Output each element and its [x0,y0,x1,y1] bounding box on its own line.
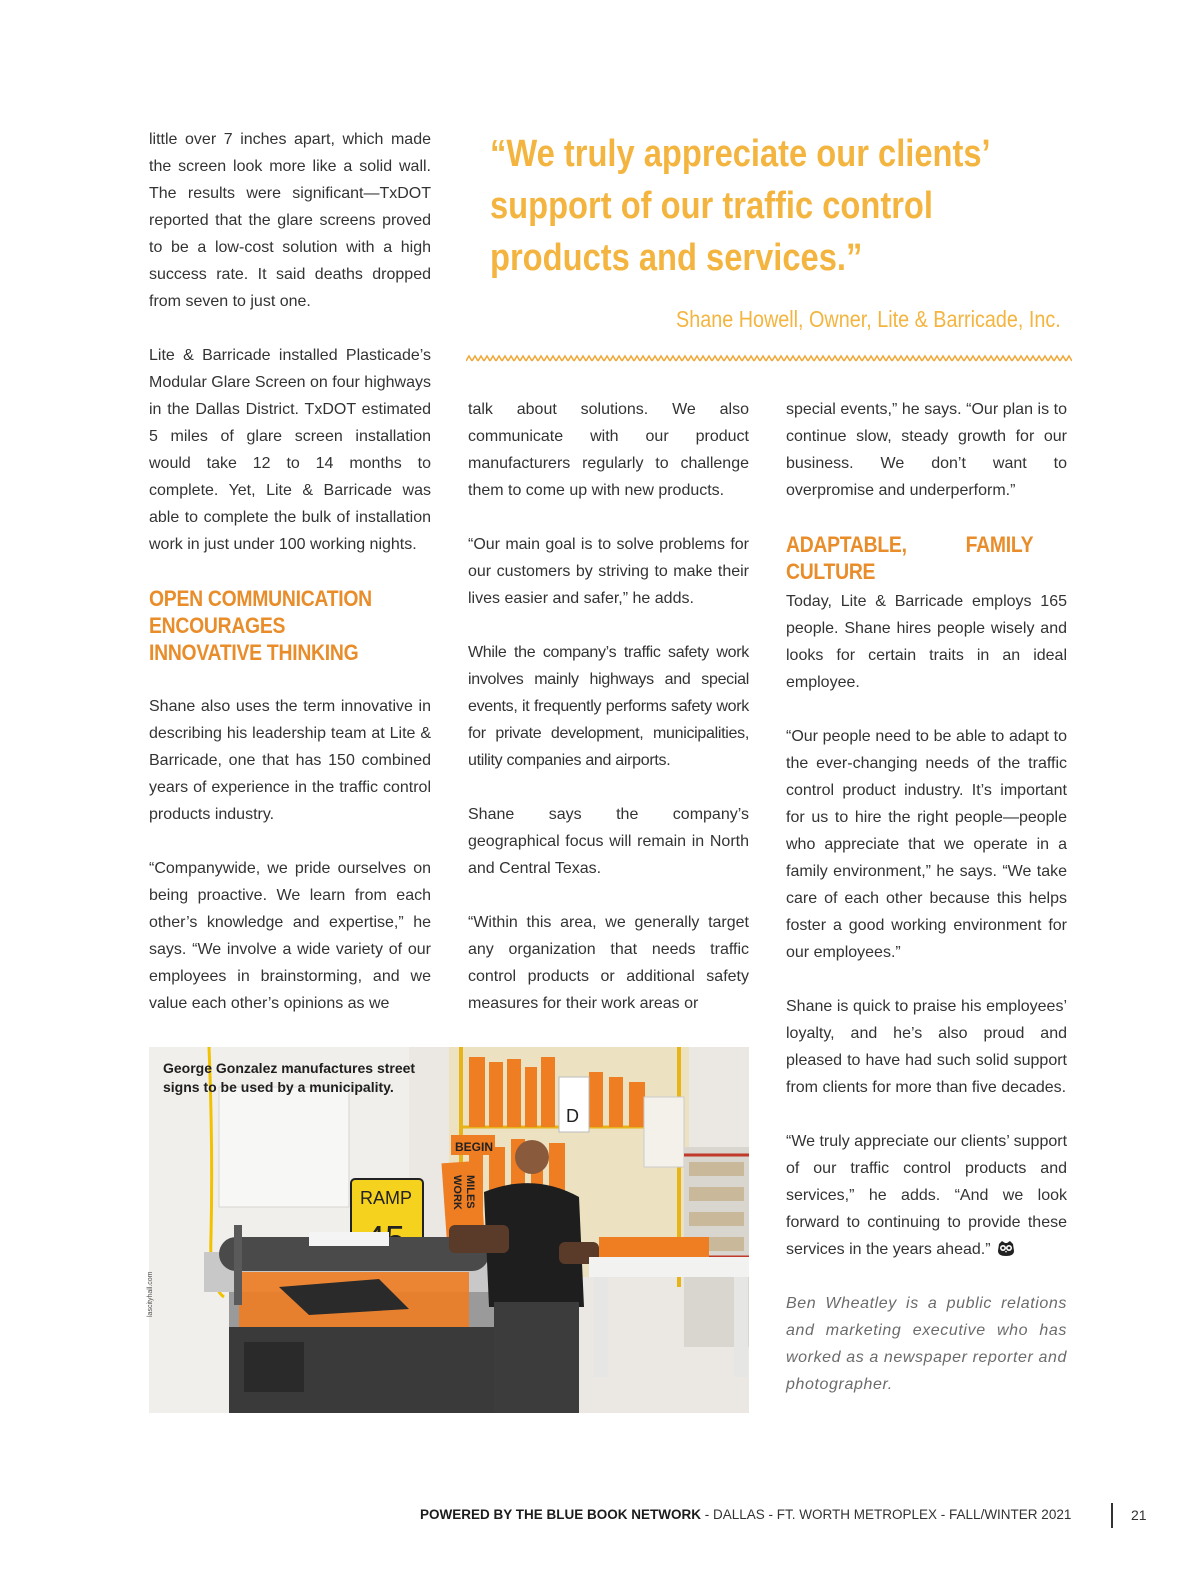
page-number: 21 [1131,1507,1147,1523]
col2-paragraph: talk about solutions. We also communicate with our product manufacturers regularly to challenge them to come up with new products. [468,401,749,499]
col3-paragraph: “Our people need to be able to adapt to the ever-changing needs of the traffic control product industry. It’s important for us to hire the right people—people who appreciate that we operate in a family environment,” he says. “We take care of each other because this helps foster a good working environment for our employees.” [786,728,1067,961]
photo-illustration [149,1047,749,1413]
photo-caption: George Gonzalez manufactures street signs to be used by a municipality. [163,1060,416,1095]
col3-paragraph: Shane is quick to praise his employees’ loyalty, and he’s also proud and pleased to have had such solid support from clients for more than five decades. [786,998,1067,1096]
col2-paragraph: “Within this area, we generally target any organization that needs traffic control products or additional safety measures for their work areas or [468,914,749,1012]
col1-paragraph: “Companywide, we pride ourselves on being proactive. We learn from each other’s knowledge and expertise,” he says. “We involve a wide variety of our employees in brainstorming, and we value each other’s opinions as we [149,860,431,1012]
owl-icon [997,1241,1015,1257]
sign-work: WORK [451,1175,463,1210]
col2-paragraph: “Our main goal is to solve problems for our customers by striving to make their lives easier and safer,” he adds. [468,536,749,607]
col1-paragraph: Lite & Barricade installed Plasticade’s Modular Glare Screen on four highways in the Dallas District. TxDOT estimated 5 miles of glare screen installation would take 12 to 14 months to complete. Yet, Lite & Barricade was able to complete the bulk of installation work in just under 100 working nights. [149,347,431,553]
col2-paragraph: Shane says the company’s geographical focus will remain in North and Central Texas. [468,806,749,877]
column-1 [149,126,431,1017]
pull-quote: “We truly appreciate our clients’ support of our traffic control products and services.” [490,133,991,279]
zigzag-divider [466,354,1072,364]
sign-begin: BEGIN [455,1140,494,1154]
column-3 [786,396,1067,1398]
section-heading-adaptable-culture: ADAPTABLE, FAMILY CULTURE [786,532,1034,584]
footer-publisher: POWERED BY THE BLUE BOOK NETWORK [420,1507,702,1522]
author-bio: Ben Wheatley is a public relations and marketing executive who has worked as a newspaper reporter and photographer. [786,1295,1067,1393]
section-heading-open-communication: OPEN COMMUNICATION ENCOURAGES INNOVATIVE THINKING [149,586,372,665]
pull-quote-attribution: Shane Howell, Owner, Lite & Barricade, Inc. [676,306,1061,332]
sign-letter-d: D [566,1106,579,1126]
col3-paragraph: Today, Lite & Barricade employs 165 people. Shane hires people wisely and looks for certain traits in an ideal employee. [786,593,1067,691]
footer-edition: - DALLAS - FT. WORTH METROPLEX - FALL/WINTER 2021 [701,1507,1072,1522]
col2-paragraph: While the company’s traffic safety work involves mainly highways and special events, it frequently performs safety work for private development, municipalities, utility companies and airports. [468,644,749,769]
workshop-photo [149,1047,749,1413]
photo-watermark: lascityhall.com [147,1271,154,1317]
footer-divider [1111,1503,1113,1528]
sign-ramp: RAMP [360,1188,413,1208]
col3-paragraph: special events,” he says. “Our plan is to continue slow, steady growth for our business. We don’t want to overpromise and underperform.” [786,401,1067,499]
col1-paragraph: Shane also uses the term innovative in describing his leadership team at Lite & Barricade, one that has 150 combined years of experience in the traffic control products industry. [149,698,431,823]
col1-paragraph: little over 7 inches apart, which made the screen look more like a solid wall. The results were significant—TxDOT reported that the glare screens proved to be a low-cost solution with a high success rate. It said deaths dropped from seven to just one. [149,131,431,310]
sign-miles: MILES [464,1175,476,1209]
col3-paragraph-closing [786,1128,1067,1263]
column-2 [468,396,749,1017]
closing-quote-text: “We truly appreciate our clients’ support of our traffic control products and services,” he adds. “And we look forward to continuing to provide these services in the years ahead.” [786,1133,1068,1258]
footer-text [420,1507,1071,1522]
